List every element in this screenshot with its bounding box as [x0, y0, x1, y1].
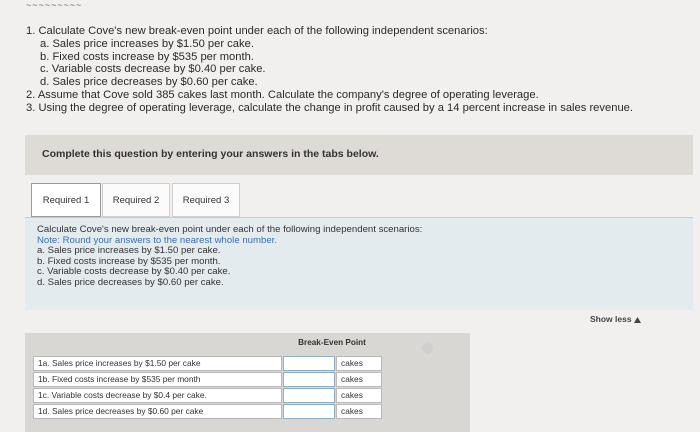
table-header-break-even: Break-Even Point: [298, 338, 366, 347]
panel-note: Note: Round your answers to the nearest whole number.: [37, 234, 277, 246]
question-1a: a. Sales price increases by $1.50 per cake.: [40, 37, 254, 50]
input-1b[interactable]: [283, 372, 335, 387]
question-list: [26, 25, 633, 115]
row-label-1c: 1c. Variable costs decrease by $0.4 per cake.: [33, 388, 282, 403]
input-1d[interactable]: [283, 404, 335, 419]
cropped-header-text: ~~~~~~~~~: [26, 0, 83, 10]
panel-instructions: [37, 225, 422, 289]
question-2: 2. Assume that Cove sold 385 cakes last month. Calculate the company's degree of operating leverage.: [26, 88, 539, 101]
question-1c: c. Variable costs decrease by $0.40 per cake.: [40, 63, 266, 76]
cursor-highlight: [422, 343, 433, 354]
show-less-link[interactable]: [590, 314, 641, 324]
question-1b: b. Fixed costs increase by $535 per month.: [40, 50, 254, 63]
question-3: 3. Using the degree of operating leverage, calculate the change in profit caused by a 14 percent increase in sales revenue.: [26, 101, 633, 114]
question-1: 1. Calculate Cove's new break-even point under each of the following independent scenarios:: [26, 25, 488, 37]
unit-1c: cakes: [336, 388, 382, 403]
row-label-1a: 1a. Sales price increases by $1.50 per cake: [33, 356, 282, 371]
tab-required-2[interactable]: Required 2: [102, 183, 170, 217]
panel-item-b: b. Fixed costs increase by $535 per month.: [37, 255, 221, 267]
panel-item-c: c. Variable costs decrease by $0.40 per cake.: [37, 266, 231, 278]
input-1c[interactable]: [283, 388, 335, 403]
unit-1d: cakes: [336, 404, 382, 419]
tab-required-1[interactable]: Required 1: [31, 183, 101, 217]
question-1d: d. Sales price decreases by $0.60 per cake.: [40, 76, 258, 89]
show-less-label: Show less: [590, 314, 632, 324]
panel-item-d: d. Sales price decreases by $0.60 per cake.: [37, 276, 224, 288]
unit-1b: cakes: [336, 372, 382, 387]
instructions-text: Complete this question by entering your answers in the tabs below.: [42, 148, 379, 160]
panel-intro: Calculate Cove's new break-even point under each of the following independent scenarios:: [37, 224, 423, 235]
tab-required-3[interactable]: Required 3: [172, 183, 240, 217]
unit-1a: cakes: [336, 356, 382, 371]
panel-item-a: a. Sales price increases by $1.50 per cake.: [37, 245, 221, 257]
input-1a[interactable]: [283, 356, 335, 371]
triangle-up-icon: [634, 317, 641, 323]
row-label-1d: 1d. Sales price decreases by $0.60 per cake: [33, 404, 282, 419]
row-label-1b: 1b. Fixed costs increase by $535 per month: [33, 372, 282, 387]
instructions-bar: [25, 135, 693, 175]
